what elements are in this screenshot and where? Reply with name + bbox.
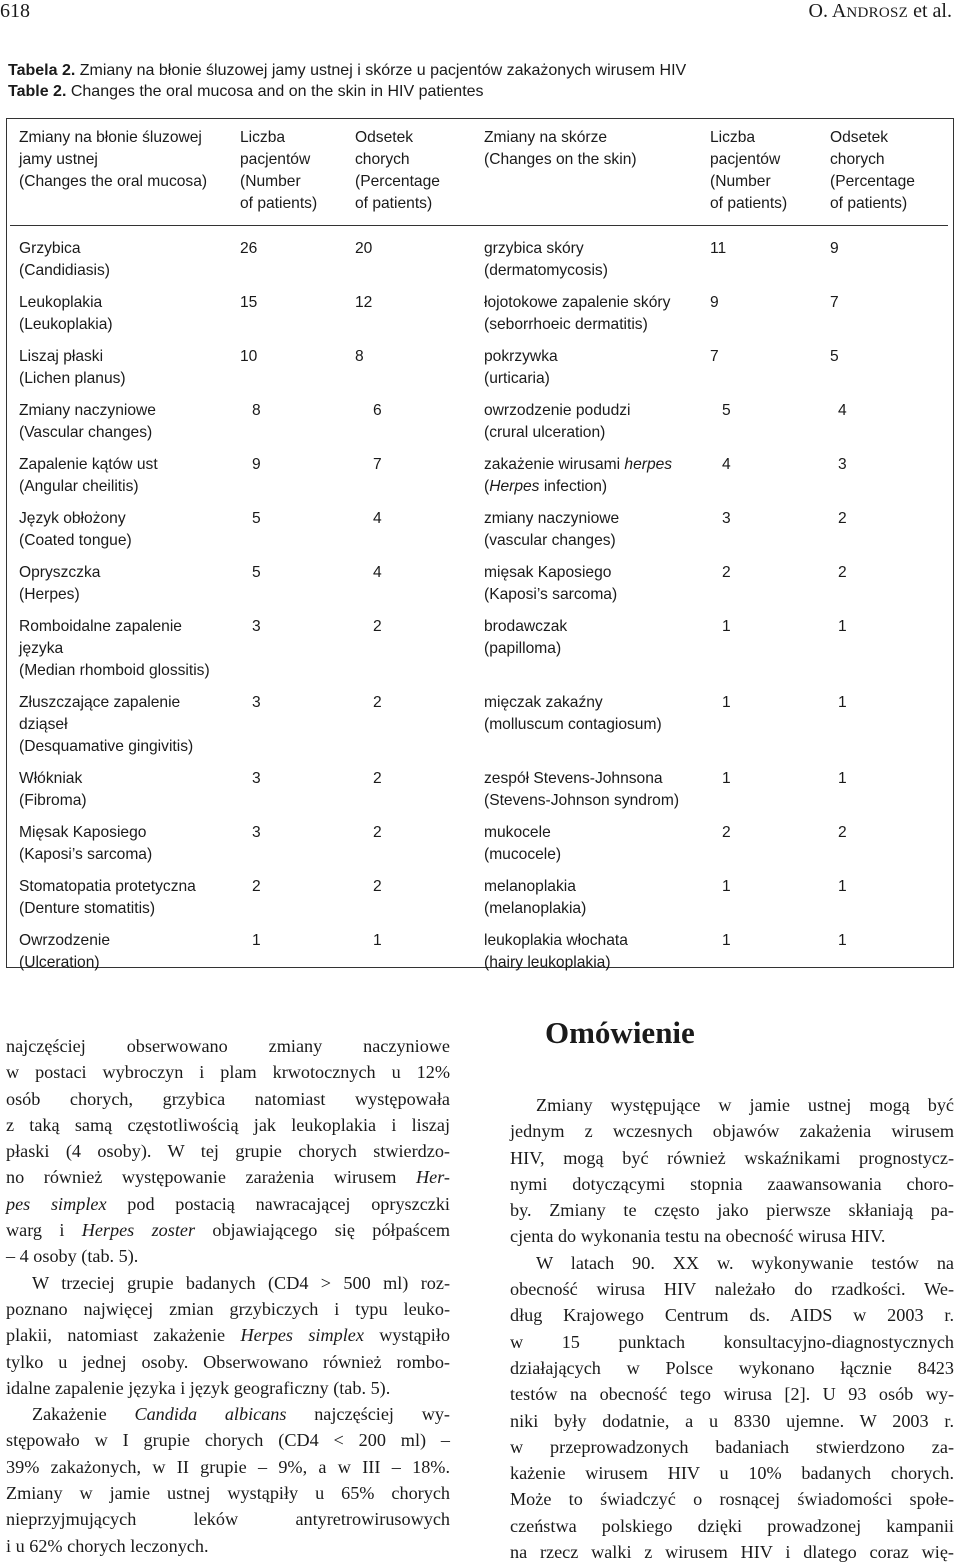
table-row bbox=[10, 498, 948, 552]
table-header-row bbox=[10, 119, 948, 226]
skin-percent-cell: 1 bbox=[838, 618, 847, 635]
section-heading: Omówienie bbox=[545, 1015, 695, 1050]
table-row bbox=[10, 552, 948, 606]
oral-change-cell: Romboidalne zapalenie języka (Median rhomboid glossitis) bbox=[19, 618, 210, 679]
oral-count-cell: 3 bbox=[252, 618, 261, 635]
paragraph: najczęściej obserwowano zmiany naczyniowe w postaci wybroczyn i plam krwotocznych u 12% osób chorych, grzybica natomiast występowała z taką samą częstotliwością jak leukoplakia i liszaj płaski (4 osoby). W tej grupie chorych stwierdzo- no również występowanie zarażenia wirusem Her- pes simplex pod postacią nawracającej opryszczki warg i Herpes zoster objawiającego się półpaścem – 4 osoby (tab. 5). bbox=[6, 1036, 450, 1267]
skin-count-cell: 2 bbox=[722, 824, 731, 841]
skin-change-cell: brodawczak (papilloma) bbox=[484, 618, 568, 657]
header-oral-percent: Odsetek chorych (Percentage of patients) bbox=[355, 119, 475, 226]
oral-percent-cell: 2 bbox=[373, 770, 382, 787]
skin-count-cell: 9 bbox=[710, 294, 719, 311]
skin-change-cell: leukoplakia włochata (hairy leukoplakia) bbox=[484, 932, 628, 971]
skin-count-cell: 2 bbox=[722, 564, 731, 581]
skin-change-cell: melanoplakia (melanoplakia) bbox=[484, 878, 587, 917]
oral-change-cell: Leukoplakia (Leukoplakia) bbox=[19, 294, 113, 333]
skin-count-cell: 7 bbox=[710, 348, 719, 365]
skin-change-cell: mukocele (mucocele) bbox=[484, 824, 562, 863]
oral-change-cell: Włókniak (Fibroma) bbox=[19, 770, 87, 809]
skin-count-cell: 1 bbox=[722, 878, 731, 895]
table-row bbox=[10, 758, 948, 812]
skin-percent-cell: 2 bbox=[838, 564, 847, 581]
oral-count-cell: 1 bbox=[252, 932, 261, 949]
oral-change-cell: Zapalenie kątów ust (Angular cheilitis) bbox=[19, 456, 158, 495]
skin-change-cell: mięczak zakaźny (molluscum contagiosum) bbox=[484, 694, 662, 733]
oral-percent-cell: 6 bbox=[373, 402, 382, 419]
oral-count-cell: 26 bbox=[240, 240, 258, 257]
oral-count-cell: 15 bbox=[240, 294, 258, 311]
skin-change-cell: grzybica skóry (dermatomycosis) bbox=[484, 240, 608, 279]
table-row bbox=[10, 682, 948, 758]
right-text-column bbox=[510, 1092, 954, 1565]
caption-polish: Tabela 2. Zmiany na błonie śluzowej jamy ustnej i skórze u pacjentów zakażonych wirusem HIV bbox=[8, 62, 687, 79]
table-row bbox=[10, 866, 948, 920]
paragraph: Zmiany występujące w jamie ustnej mogą być jednym z wczesnych objawów zakażenia wirusem HIV, mogą być również wskaźnikami prognostycz- nymi dotyczącymi stopnia zaawansowania choro- by. Zmiany te często jako pierwsze skłaniają pa- cjenta do wykonania testu na obecność wirusa HIV. bbox=[510, 1095, 954, 1247]
oral-change-cell: Stomatopatia protetyczna (Denture stomatitis) bbox=[19, 878, 196, 917]
oral-change-cell: Złuszczające zapalenie dziąseł (Desquamative gingivitis) bbox=[19, 694, 194, 755]
oral-change-cell: Język obłożony (Coated tongue) bbox=[19, 510, 132, 549]
oral-percent-cell: 12 bbox=[355, 294, 373, 311]
skin-percent-cell: 1 bbox=[838, 932, 847, 949]
paragraph: W latach 90. XX w. wykonywanie testów na obecność wirusa HIV należało do rzadkości. We- dług Krajowego Centrum ds. AIDS w 2003 r. w 15 punktach konsultacyjno-diagnostycznych działających w Polsce wykonano łącznie 8423 testów na obecność tego wirusa [2]. U 93 osób wy- niki były dodatnie, a u 8330 ujemne. W 2003 r. w przeprowadzonych badaniach stwierdzono za- każenie wirusem HIV u 10% badanych chorych. Może to świadczyć o rosnącej świadomości społe- czeństwa polskiego dzięki prowadzonej kampanii na rzecz walki z wirusem HIV i dlatego coraz wię- bbox=[510, 1252, 954, 1563]
skin-change-cell: pokrzywka (urticaria) bbox=[484, 348, 558, 387]
oral-count-cell: 3 bbox=[252, 770, 261, 787]
oral-count-cell: 8 bbox=[252, 402, 261, 419]
oral-percent-cell: 4 bbox=[373, 510, 382, 527]
oral-percent-cell: 2 bbox=[373, 824, 382, 841]
skin-percent-cell: 7 bbox=[830, 294, 839, 311]
skin-count-cell: 11 bbox=[710, 240, 727, 257]
oral-count-cell: 3 bbox=[252, 824, 261, 841]
table-captions bbox=[8, 60, 686, 102]
oral-percent-cell: 1 bbox=[373, 932, 382, 949]
page-number: 618 bbox=[0, 0, 30, 22]
oral-change-cell: Mięsak Kaposiego (Kaposi’s sarcoma) bbox=[19, 824, 153, 863]
oral-count-cell: 5 bbox=[252, 510, 261, 527]
paragraph: W trzeciej grupie badanych (CD4 > 500 ml) roz- poznano najwięcej zmian grzybiczych i typu leuko- plakii, natomiast zakażenie Herpes simplex wystąpiło tylko u jednej osoby. Obserwowano również rombo- idalne zapalenie języka i język geograficzny (tab. 5). bbox=[6, 1272, 450, 1398]
skin-change-cell: mięsak Kaposiego (Kaposi’s sarcoma) bbox=[484, 564, 618, 603]
oral-percent-cell: 20 bbox=[355, 240, 373, 257]
paragraph: Zakażenie Candida albicans najczęściej wy- stępowało w I grupie chorych (CD4 < 200 ml) – 39% zakażonych, w II grupie – 9%, a w III – 18%. Zmiany w jamie ustnej wystąpiły u 65% chorych nieprzyjmujących leków antyretrowirusowych i u 62% chorych leczonych. bbox=[6, 1404, 450, 1556]
skin-percent-cell: 1 bbox=[838, 694, 847, 711]
skin-percent-cell: 1 bbox=[838, 770, 847, 787]
header-oral-count: Liczba pacjentów (Number of patients) bbox=[240, 119, 355, 226]
table-row bbox=[10, 282, 948, 336]
skin-percent-cell: 1 bbox=[838, 878, 847, 895]
skin-percent-cell: 9 bbox=[830, 240, 839, 257]
left-text-column bbox=[6, 1033, 450, 1559]
skin-percent-cell: 2 bbox=[838, 510, 847, 527]
oral-change-cell: Opryszczka (Herpes) bbox=[19, 564, 101, 603]
skin-percent-cell: 2 bbox=[838, 824, 847, 841]
oral-percent-cell: 8 bbox=[355, 348, 364, 365]
skin-change-cell: łojotokowe zapalenie skóry (seborrhoeic dermatitis) bbox=[484, 294, 671, 333]
header-oral-changes: Zmiany na błonie śluzowej jamy ustnej (Changes the oral mucosa) bbox=[10, 119, 240, 226]
skin-percent-cell: 5 bbox=[830, 348, 839, 365]
table-row bbox=[10, 812, 948, 866]
oral-percent-cell: 2 bbox=[373, 618, 382, 635]
skin-change-cell: owrzodzenie podudzi (crural ulceration) bbox=[484, 402, 631, 441]
skin-change-cell: zakażenie wirusami herpes (Herpes infection) bbox=[484, 456, 673, 495]
oral-change-cell: Owrzodzenie (Ulceration) bbox=[19, 932, 111, 971]
table-row bbox=[10, 920, 948, 974]
oral-count-cell: 5 bbox=[252, 564, 261, 581]
data-table-frame bbox=[6, 118, 954, 971]
skin-count-cell: 5 bbox=[722, 402, 731, 419]
oral-count-cell: 10 bbox=[240, 348, 258, 365]
running-head-authors: O. ANDROSZ et al. bbox=[808, 0, 952, 22]
skin-count-cell: 3 bbox=[722, 510, 731, 527]
skin-percent-cell: 3 bbox=[838, 456, 847, 473]
skin-count-cell: 1 bbox=[722, 770, 731, 787]
running-header bbox=[0, 0, 960, 28]
oral-change-cell: Liszaj płaski (Lichen planus) bbox=[19, 348, 126, 387]
caption-english: Table 2. Changes the oral mucosa and on the skin in HIV patientes bbox=[8, 83, 484, 100]
header-skin-percent: Odsetek chorych (Percentage of patients) bbox=[830, 119, 948, 226]
header-skin-changes: Zmiany na skórze (Changes on the skin) bbox=[475, 119, 710, 226]
oral-count-cell: 2 bbox=[252, 878, 261, 895]
skin-change-cell: zespół Stevens-Johnsona (Stevens-Johnson syndrom) bbox=[484, 770, 680, 809]
skin-count-cell: 1 bbox=[722, 618, 731, 635]
oral-percent-cell: 7 bbox=[373, 456, 382, 473]
skin-count-cell: 4 bbox=[722, 456, 731, 473]
table-row bbox=[10, 444, 948, 498]
oral-percent-cell: 4 bbox=[373, 564, 382, 581]
oral-change-cell: Grzybica (Candidiasis) bbox=[19, 240, 110, 279]
skin-percent-cell: 4 bbox=[838, 402, 847, 419]
oral-count-cell: 3 bbox=[252, 694, 261, 711]
oral-count-cell: 9 bbox=[252, 456, 261, 473]
table-row bbox=[10, 226, 948, 283]
skin-count-cell: 1 bbox=[722, 932, 731, 949]
oral-change-cell: Zmiany naczyniowe (Vascular changes) bbox=[19, 402, 156, 441]
oral-percent-cell: 2 bbox=[373, 878, 382, 895]
table-row bbox=[10, 390, 948, 444]
skin-count-cell: 1 bbox=[722, 694, 731, 711]
data-table bbox=[10, 119, 948, 974]
header-skin-count: Liczba pacjentów (Number of patients) bbox=[710, 119, 830, 226]
table-row bbox=[10, 336, 948, 390]
oral-percent-cell: 2 bbox=[373, 694, 382, 711]
table-row bbox=[10, 606, 948, 682]
skin-change-cell: zmiany naczyniowe (vascular changes) bbox=[484, 510, 620, 549]
